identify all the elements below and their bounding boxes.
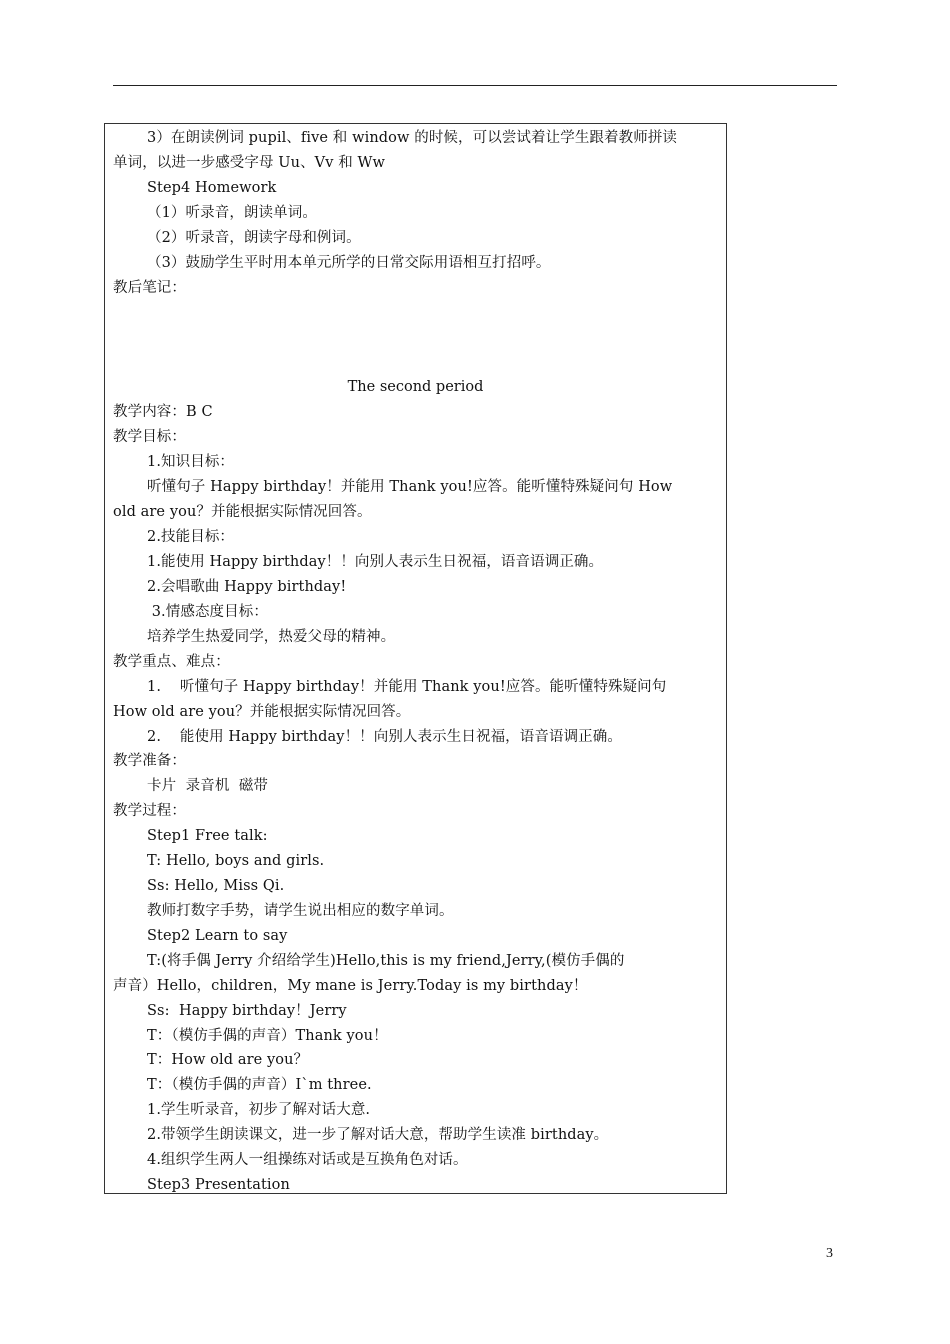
- step1-heading: Step1 Free talk:: [147, 828, 268, 844]
- item3-line2: 单词，以进一步感受字母 Uu、Vv 和 Ww: [113, 155, 386, 171]
- content-line: 教学内容：B C: [113, 404, 213, 420]
- step2-students: Ss: Happy birthday！Jerry: [147, 1003, 347, 1019]
- section-title: The second period: [347, 379, 484, 395]
- knowledge-line2: old are you？并能根据实际情况回答。: [113, 504, 372, 520]
- step2-heading: Step2 Learn to say: [147, 928, 288, 944]
- step2-teacher-3: T：How old are you？: [147, 1052, 309, 1068]
- key-point-1-line1: 1. 听懂句子 Happy birthday！并能用 Thank you!应答。能听懂特殊疑问句: [147, 679, 667, 695]
- key-point-1-line2: How old are you？并能根据实际情况回答。: [113, 704, 411, 720]
- homework-2: （2）听录音，朗读字母和例词。: [147, 230, 361, 246]
- knowledge-line1: 听懂句子 Happy birthday！并能用 Thank you!应答。能听懂特殊疑问句 How: [147, 479, 673, 495]
- homework-3: （3）鼓励学生平时用本单元所学的日常交际用语相互打招呼。: [147, 255, 551, 271]
- teaching-notes-label: 教后笔记：: [113, 280, 186, 296]
- step1-note: 教师打数字手势，请学生说出相应的数字单词。: [147, 903, 454, 919]
- page-number: 3: [826, 1246, 833, 1261]
- item3-line1: 3）在朗读例词 pupil、five 和 window 的时候，可以尝试着让学生跟着教师拼读: [147, 130, 678, 146]
- preparation-items: 卡片 录音机 磁带: [147, 778, 269, 794]
- knowledge-heading: 1.知识目标：: [147, 454, 235, 470]
- attitude-heading: 3.情感态度目标：: [147, 604, 268, 620]
- step1-teacher: T: Hello, boys and girls.: [147, 853, 325, 869]
- key-point-2: 2. 能使用 Happy birthday！！向别人表示生日祝福，语音语调正确。: [147, 729, 622, 745]
- step2-teacher-4: T：（模仿手偶的声音）I`m three.: [147, 1077, 372, 1093]
- step2-teacher-2: T：（模仿手偶的声音）Thank you！: [147, 1028, 388, 1044]
- key-points-heading: 教学重点、难点：: [113, 654, 230, 670]
- goals-heading: 教学目标：: [113, 429, 186, 445]
- header-rule: [113, 85, 837, 86]
- step2-activity-4: 4.组织学生两人一组操练对话或是互换角色对话。: [147, 1152, 468, 1168]
- step1-students: Ss: Hello, Miss Qi.: [147, 878, 285, 894]
- process-heading: 教学过程：: [113, 803, 186, 819]
- step2-activity-1: 1.学生听录音，初步了解对话大意.: [147, 1102, 371, 1118]
- step3-heading: Step3 Presentation: [147, 1177, 290, 1193]
- skill-2: 2.会唱歌曲 Happy birthday!: [147, 579, 347, 595]
- skill-heading: 2.技能目标：: [147, 529, 235, 545]
- attitude-text: 培养学生热爱同学，热爱父母的精神。: [147, 629, 396, 645]
- homework-1: （1）听录音，朗读单词。: [147, 205, 317, 221]
- skill-1: 1.能使用 Happy birthday！！向别人表示生日祝福，语音语调正确。: [147, 554, 604, 570]
- step2-teacher-line1: T:(将手偶 Jerry 介绍给学生)Hello,this is my friend,Jerry,(模仿手偶的: [147, 953, 625, 969]
- preparation-heading: 教学准备：: [113, 753, 186, 769]
- step2-teacher-line2: 声音）Hello，children，My mane is Jerry.Today is my birthday！: [113, 978, 588, 994]
- step2-activity-2: 2.带领学生朗读课文，进一步了解对话大意，帮助学生读准 birthday。: [147, 1127, 609, 1143]
- step4-heading: Step4 Homework: [147, 180, 277, 196]
